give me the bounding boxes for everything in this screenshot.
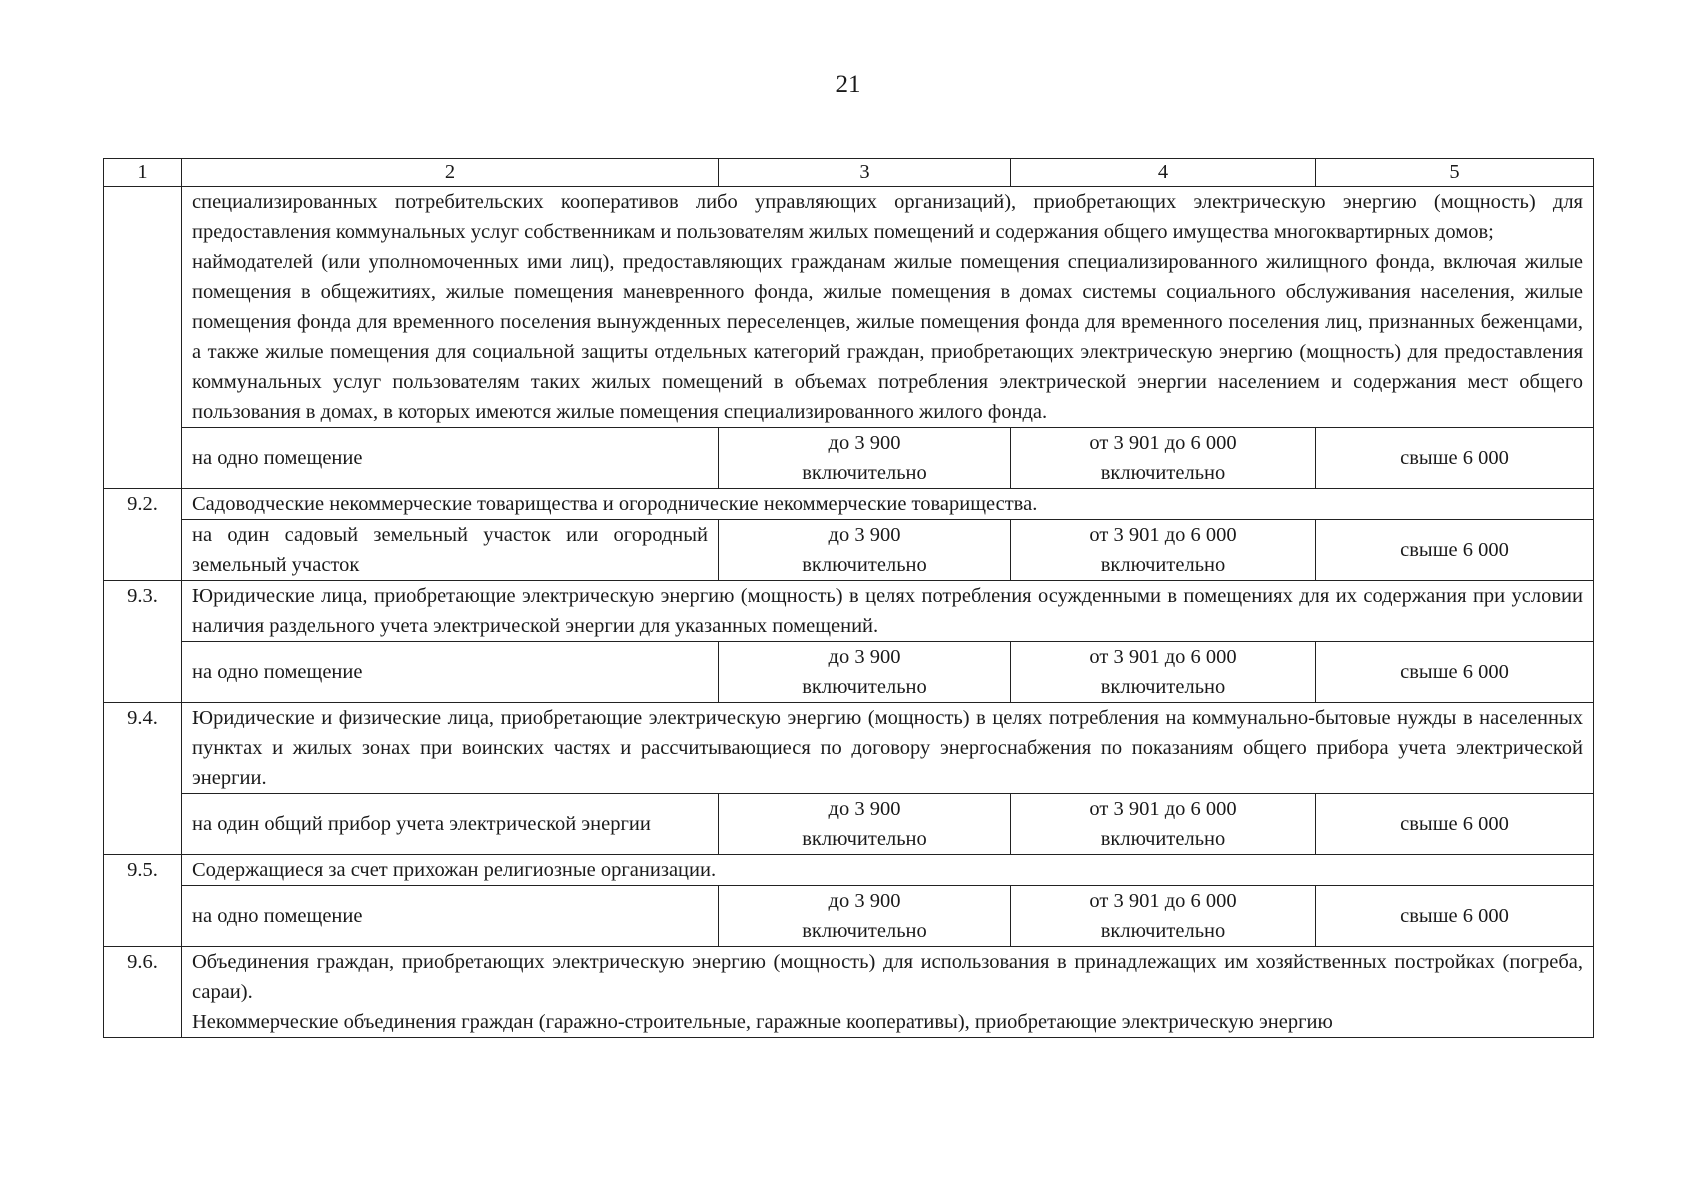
- range-value: от 3 901 до 6 000: [1089, 798, 1237, 820]
- section-number: 9.6.: [104, 947, 182, 1038]
- section-description: [182, 947, 1594, 1038]
- section-values-row: [104, 520, 1594, 581]
- range-high: [1316, 428, 1594, 489]
- range-high: [1316, 794, 1594, 855]
- description-paragraph: Некоммерческие объединения граждан (гаражно-строительные, гаражные кооперативы), приобретающие электрическую энергию: [192, 1011, 1333, 1033]
- section-description-row: [104, 947, 1594, 1038]
- range-inclusive-note: включительно: [802, 920, 927, 942]
- range-high: [1316, 642, 1594, 703]
- section-number: 9.5.: [104, 855, 182, 947]
- section-description-row: [104, 581, 1594, 642]
- unit-of-measure: на один общий прибор учета электрической энергии: [182, 794, 719, 855]
- unit-of-measure: на одно помещение: [182, 886, 719, 947]
- range-low: [719, 520, 1011, 581]
- range-value: свыше 6 000: [1400, 905, 1509, 927]
- section-number: [104, 187, 182, 489]
- range-low: [719, 794, 1011, 855]
- range-value: от 3 901 до 6 000: [1089, 524, 1237, 546]
- page-number: 21: [835, 71, 861, 98]
- range-value: до 3 900: [828, 432, 901, 454]
- section-description: [182, 489, 1594, 520]
- unit-of-measure: на один садовый земельный участок или огородный земельный участок: [182, 520, 719, 581]
- range-mid: [1011, 428, 1316, 489]
- column-header: 4: [1011, 159, 1316, 187]
- range-mid: [1011, 886, 1316, 947]
- range-high: [1316, 886, 1594, 947]
- section-number: 9.4.: [104, 703, 182, 855]
- column-header: 3: [719, 159, 1011, 187]
- section-number: 9.2.: [104, 489, 182, 581]
- column-header: 1: [104, 159, 182, 187]
- section-values-row: [104, 886, 1594, 947]
- range-mid: [1011, 642, 1316, 703]
- section-description: [182, 703, 1594, 794]
- range-value: до 3 900: [828, 646, 901, 668]
- range-value: свыше 6 000: [1400, 447, 1509, 469]
- section-values-row: [104, 794, 1594, 855]
- range-inclusive-note: включительно: [1100, 828, 1226, 850]
- column-header: 2: [182, 159, 719, 187]
- range-inclusive-note: включительно: [802, 462, 927, 484]
- range-value: от 3 901 до 6 000: [1089, 432, 1237, 454]
- tariff-table: [103, 158, 1594, 1038]
- range-value: свыше 6 000: [1400, 539, 1509, 561]
- range-low: [719, 428, 1011, 489]
- range-value: до 3 900: [828, 524, 901, 546]
- range-high: [1316, 520, 1594, 581]
- section-values-row: [104, 642, 1594, 703]
- range-inclusive-note: включительно: [1100, 920, 1226, 942]
- range-value: от 3 901 до 6 000: [1089, 890, 1237, 912]
- range-low: [719, 886, 1011, 947]
- description-paragraph: Садоводческие некоммерческие товарищества и огороднические некоммерческие товарищества.: [192, 493, 1038, 515]
- range-inclusive-note: включительно: [1100, 676, 1226, 698]
- description-paragraph: Объединения граждан, приобретающих электрическую энергию (мощность) для использования в принадлежащих им хозяйственных постройках (погреба, сараи).: [192, 951, 1583, 1003]
- range-value: до 3 900: [828, 890, 901, 912]
- section-values-row: [104, 428, 1594, 489]
- range-value: от 3 901 до 6 000: [1089, 646, 1237, 668]
- range-inclusive-note: включительно: [802, 554, 927, 576]
- unit-of-measure: на одно помещение: [182, 642, 719, 703]
- section-number: 9.3.: [104, 581, 182, 703]
- range-mid: [1011, 794, 1316, 855]
- range-inclusive-note: включительно: [1100, 462, 1226, 484]
- section-description-row: [104, 187, 1594, 428]
- unit-of-measure: на одно помещение: [182, 428, 719, 489]
- range-low: [719, 642, 1011, 703]
- range-value: свыше 6 000: [1400, 661, 1509, 683]
- description-paragraph: Юридические лица, приобретающие электрическую энергию (мощность) в целях потребления осужденными в помещениях для их содержания при условии наличия раздельного учета электрической энергии для указанных помещений.: [192, 585, 1583, 637]
- range-inclusive-note: включительно: [802, 676, 927, 698]
- range-inclusive-note: включительно: [1100, 554, 1226, 576]
- section-description: [182, 187, 1594, 428]
- range-value: до 3 900: [828, 798, 901, 820]
- description-paragraph: специализированных потребительских кооперативов либо управляющих организаций), приобретающих электрическую энергию (мощность) для предоставления коммунальных услуг собственникам и пользователям жилых помещений и содержания общего имущества многоквартирных домов;: [192, 191, 1583, 243]
- section-description: [182, 581, 1594, 642]
- range-mid: [1011, 520, 1316, 581]
- section-description-row: [104, 703, 1594, 794]
- table-header-row: [104, 159, 1594, 187]
- description-paragraph: Юридические и физические лица, приобретающие электрическую энергию (мощность) в целях потребления на коммунально-бытовые нужды в населенных пунктах и жилых зонах при воинских частях и рассчитывающиеся по договору энергоснабжения по показаниям общего прибора учета электрической энергии.: [192, 707, 1583, 789]
- range-inclusive-note: включительно: [802, 828, 927, 850]
- column-header: 5: [1316, 159, 1594, 187]
- section-description-row: [104, 489, 1594, 520]
- range-value: свыше 6 000: [1400, 813, 1509, 835]
- section-description-row: [104, 855, 1594, 886]
- description-paragraph: наймодателей (или уполномоченных ими лиц), предоставляющих гражданам жилые помещения специализированного жилищного фонда, включая жилые помещения в общежитиях, жилые помещения маневренного фонда, жилые помещения в домах системы социального обслуживания населения, жилые помещения фонда для временного поселения вынужденных переселенцев, жилые помещения фонда для временного поселения лиц, признанных беженцами, а также жилые помещения для социальной защиты отдельных категорий граждан, приобретающих электрическую энергию (мощность) для предоставления коммунальных услуг пользователям таких жилых помещений в объемах потребления электрической энергии населением и содержания мест общего пользования в домах, в которых имеются жилые помещения специализированного жилого фонда.: [192, 251, 1583, 423]
- description-paragraph: Содержащиеся за счет прихожан религиозные организации.: [192, 859, 717, 881]
- section-description: [182, 855, 1594, 886]
